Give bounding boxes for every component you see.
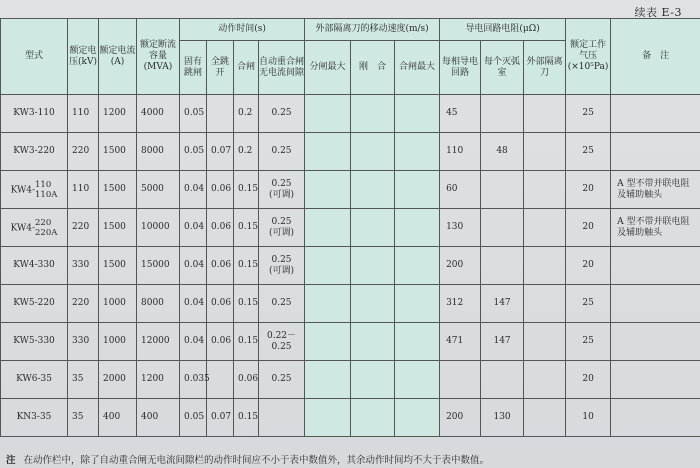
cell-r1: 312 [440,285,481,323]
cell-a: 1500 [99,171,137,209]
table-header [1,19,700,95]
cell-a: 1500 [99,247,137,285]
header-open-max: 分闸最大 [305,41,351,95]
type-variant: 110A [35,189,58,200]
cell-t3: 0.15 [234,399,259,437]
cell-a: 1000 [99,323,137,361]
cell-p: 20 [566,361,611,399]
reclose-value: 0.25 [271,254,292,265]
cell-s3 [395,95,440,133]
cell-r3 [524,95,566,133]
reclose-value-line2: (可调) [269,265,295,276]
cell-type: KW5-330 [1,323,68,361]
header-pressure: 额定工作气压(×10⁵Pa) [566,19,611,95]
cell-r2: 48 [481,133,524,171]
reclose-value-line2: (可调) [269,227,295,238]
footnote-text: 在动作栏中，除了自动重合闸无电流间隙栏的动作时间应不小于表中数值外，其余动作时间均不大于表中数值。 [23,455,490,466]
cell-t2 [207,361,234,399]
cell-remark: A 型不带并联电阻及辅助触头 [611,209,700,247]
cell-r2: 147 [481,285,524,323]
spec-table [0,18,700,437]
cell-r3 [524,361,566,399]
cell-t1: 0.05 [180,399,207,437]
type-variant: 220 [35,217,52,228]
reclose-value: 0.25 [271,178,292,189]
cell-type: KW4-330 [1,247,68,285]
type-variant: 110 [35,179,52,190]
cell-a: 2000 [99,361,137,399]
cell-t1: 0.035 [180,361,207,399]
cell-t4 [259,95,305,133]
cell-mva: 400 [137,399,180,437]
cell-r1: 200 [440,247,481,285]
cell-r1: 200 [440,399,481,437]
cell-t2: 0.07 [207,399,234,437]
header-full-open: 全跳开 [207,41,234,95]
cell-kv: 110 [68,171,99,209]
table-row [1,399,700,437]
type-prefix: KW4- [10,223,36,233]
cell-r1: 110 [440,133,481,171]
cell-t3: 0.2 [234,95,259,133]
cell-type: KW5-220 [1,285,68,323]
cell-s3 [395,285,440,323]
reclose-value: 0.25 [271,374,292,384]
cell-remark [611,133,700,171]
cell-r2: 147 [481,323,524,361]
cell-p: 20 [566,247,611,285]
cell-t4 [259,171,305,209]
cell-remark [611,361,700,399]
cell-kv: 220 [68,133,99,171]
cell-t3: 0.15 [234,247,259,285]
cell-s3 [395,399,440,437]
cell-s2 [351,323,395,361]
cell-r3 [524,399,566,437]
cell-r3 [524,209,566,247]
cell-s1 [305,133,351,171]
type-prefix: KW4- [10,185,36,195]
cell-t4 [259,285,305,323]
cell-s2 [351,171,395,209]
reclose-value: 0.25 [271,146,292,156]
cell-r2 [481,171,524,209]
cell-a: 1200 [99,95,137,133]
table-row [1,361,700,399]
cell-type: KN3-35 [1,399,68,437]
cell-a: 1000 [99,285,137,323]
table-row [1,209,700,247]
reclose-value-line2: 0.25 [271,341,292,352]
table-row [1,133,700,171]
cell-r3 [524,247,566,285]
cell-t4 [259,133,305,171]
table-row [1,285,700,323]
continued-label: 续表 E-3 [634,6,682,19]
cell-p: 20 [566,209,611,247]
cell-t1: 0.04 [180,209,207,247]
cell-s1 [305,285,351,323]
cell-t3: 0.15 [234,171,259,209]
cell-s2 [351,399,395,437]
cell-type: KW6-35 [1,361,68,399]
table-body [1,95,700,437]
cell-p: 25 [566,285,611,323]
header-per-chamber: 每个灭弧室 [481,41,524,95]
table-row [1,247,700,285]
cell-mva: 8000 [137,133,180,171]
footnote [6,452,489,466]
reclose-value: 0.22－ [266,330,297,341]
cell-t4 [259,361,305,399]
cell-t4 [259,209,305,247]
cell-t3: 0.15 [234,285,259,323]
header-break-capacity: 额定断流容量(MVA) [137,19,180,95]
reclose-value: 0.25 [271,108,292,118]
cell-r2 [481,247,524,285]
cell-s1 [305,95,351,133]
header-rigid-close: 刚 合 [351,41,395,95]
cell-s3 [395,171,440,209]
cell-s3 [395,323,440,361]
cell-kv: 330 [68,247,99,285]
table-row [1,171,700,209]
cell-s2 [351,247,395,285]
cell-remark [611,247,700,285]
cell-mva: 12000 [137,323,180,361]
cell-r2 [481,95,524,133]
header-close: 合闸 [234,41,259,95]
header-ext-switch-speed: 外部隔离刀的移动速度(m/s) [305,19,440,41]
cell-s2 [351,285,395,323]
cell-t1: 0.05 [180,95,207,133]
cell-r3 [524,285,566,323]
cell-t4 [259,323,305,361]
cell-mva: 10000 [137,209,180,247]
cell-type [1,171,68,209]
cell-s2 [351,209,395,247]
header-type: 型式 [1,19,68,95]
cell-s1 [305,399,351,437]
header-close-max: 合闸最大 [395,41,440,95]
cell-r1: 60 [440,171,481,209]
cell-r2: 130 [481,399,524,437]
cell-r3 [524,323,566,361]
cell-s1 [305,361,351,399]
cell-t2: 0.07 [207,133,234,171]
cell-t2: 0.06 [207,323,234,361]
cell-t1: 0.04 [180,247,207,285]
cell-mva: 15000 [137,247,180,285]
reclose-value-line2: (可调) [269,189,295,200]
cell-s2 [351,95,395,133]
cell-r1 [440,361,481,399]
cell-t3: 0.15 [234,323,259,361]
cell-r3 [524,133,566,171]
cell-p: 10 [566,399,611,437]
cell-s1 [305,171,351,209]
cell-kv: 220 [68,209,99,247]
cell-a: 1500 [99,133,137,171]
cell-t1: 0.04 [180,323,207,361]
cell-t1: 0.04 [180,285,207,323]
cell-r2 [481,361,524,399]
cell-mva: 1200 [137,361,180,399]
cell-t2: 0.06 [207,171,234,209]
cell-kv: 220 [68,285,99,323]
header-per-phase: 每相导电回路 [440,41,481,95]
table-row [1,95,700,133]
cell-p: 25 [566,323,611,361]
cell-t2: 0.06 [207,209,234,247]
cell-remark [611,285,700,323]
cell-p: 25 [566,133,611,171]
cell-remark [611,95,700,133]
footnote-label: 注 [6,455,16,466]
cell-t3: 0.15 [234,209,259,247]
cell-s3 [395,247,440,285]
cell-t4 [259,247,305,285]
header-current: 额定电流(A) [99,19,137,95]
header-reclose-interval: 自动重合闸无电流间隙 [259,41,305,95]
cell-s1 [305,209,351,247]
cell-remark [611,399,700,437]
cell-t2 [207,95,234,133]
cell-mva: 8000 [137,285,180,323]
cell-s1 [305,247,351,285]
header-inherent-trip: 固有跳闸 [180,41,207,95]
cell-p: 25 [566,95,611,133]
type-variants [35,180,57,200]
type-variants [35,218,57,238]
cell-s2 [351,361,395,399]
cell-s2 [351,133,395,171]
cell-r1: 130 [440,209,481,247]
cell-t1: 0.05 [180,133,207,171]
header-action-time: 动作时间(s) [180,19,305,41]
header-resistance: 导电回路电阻(μΩ) [440,19,566,41]
cell-r2 [481,209,524,247]
cell-a: 400 [99,399,137,437]
cell-t3: 0.2 [234,133,259,171]
header-remark: 备 注 [611,19,700,95]
cell-t3: 0.06 [234,361,259,399]
cell-r1: 45 [440,95,481,133]
reclose-value: 0.25 [271,298,292,308]
cell-s3 [395,209,440,247]
table-row [1,323,700,361]
cell-t2: 0.06 [207,285,234,323]
cell-kv: 35 [68,361,99,399]
cell-type [1,209,68,247]
cell-remark: A 型不带并联电阻及辅助触头 [611,171,700,209]
cell-s1 [305,323,351,361]
cell-mva: 5000 [137,171,180,209]
type-variant: 220A [35,227,58,238]
cell-t2: 0.06 [207,247,234,285]
cell-type: KW3-220 [1,133,68,171]
header-voltage: 额定电压(kV) [68,19,99,95]
cell-t4 [259,399,305,437]
cell-type: KW3-110 [1,95,68,133]
cell-a: 1500 [99,209,137,247]
header-ext-isolator: 外部隔离刀 [524,41,566,95]
cell-s3 [395,361,440,399]
cell-kv: 35 [68,399,99,437]
cell-mva: 4000 [137,95,180,133]
reclose-value: 0.25 [271,216,292,227]
cell-t1: 0.04 [180,171,207,209]
cell-remark [611,323,700,361]
cell-r3 [524,171,566,209]
cell-kv: 330 [68,323,99,361]
cell-s3 [395,133,440,171]
cell-p: 20 [566,171,611,209]
cell-kv: 110 [68,95,99,133]
spec-table-wrap [0,18,700,437]
cell-r1: 471 [440,323,481,361]
